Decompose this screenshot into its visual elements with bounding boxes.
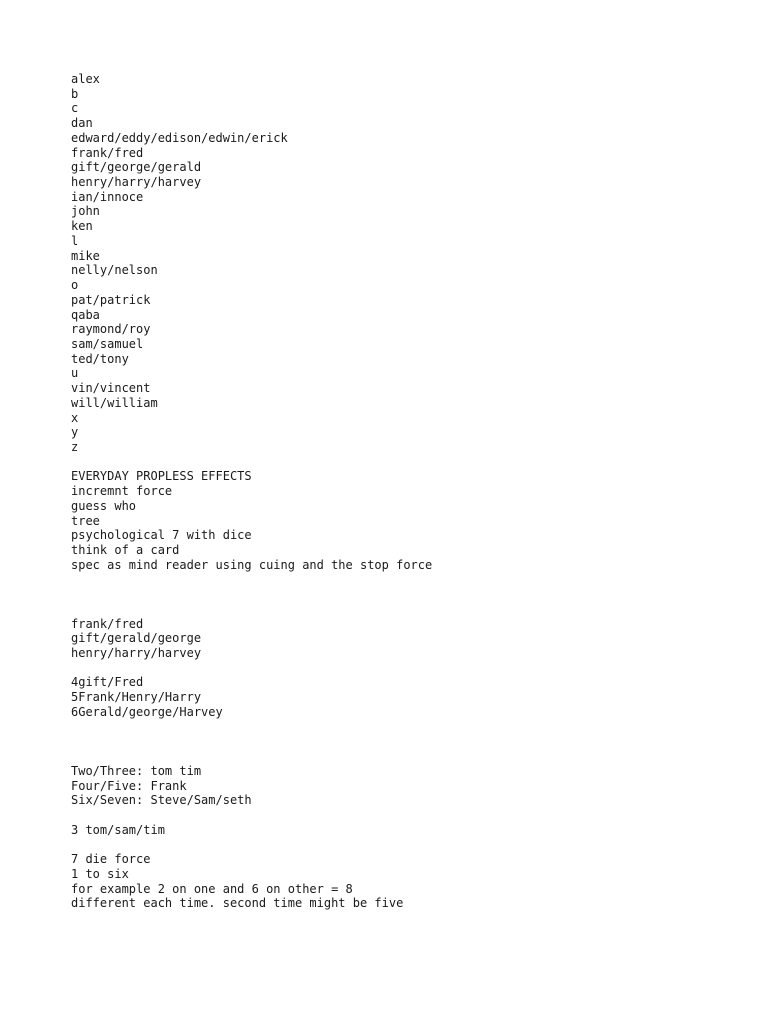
text-line: incremnt force <box>71 484 173 499</box>
text-line: u <box>71 366 79 381</box>
text-line: gift/gerald/george <box>71 631 202 646</box>
blank-line <box>71 661 751 676</box>
text-line: tree <box>71 513 100 528</box>
text-line: Two/Three: tom tim <box>71 763 202 778</box>
text-line: ted/tony <box>71 351 129 366</box>
text-line: think of a card <box>71 543 180 557</box>
text-line: 5Frank/Henry/Harry <box>71 690 202 705</box>
blank-line <box>71 602 751 617</box>
text-line: john <box>71 204 100 219</box>
text-line: will/william <box>71 395 158 410</box>
text-line: pat/patrick <box>71 292 151 307</box>
text-line: gift/george/gerald <box>71 160 202 175</box>
text-line: guess who <box>71 498 137 513</box>
text-line: Six/Seven: Steve/Sam/seth <box>71 793 252 808</box>
text-line: qaba <box>71 307 100 322</box>
blank-line <box>71 749 751 764</box>
blank-line <box>71 837 751 852</box>
text-line: o <box>71 278 79 293</box>
blank-line <box>71 720 751 735</box>
blank-line <box>71 455 751 470</box>
text-line: 7 die force <box>71 852 151 867</box>
text-line: l <box>71 233 79 248</box>
text-line: EVERYDAY PROPLESS EFFECTS <box>71 469 252 484</box>
blank-line <box>71 572 751 587</box>
text-line: alex <box>71 72 100 86</box>
text-line: ken <box>71 219 93 234</box>
text-line: dan <box>71 116 93 131</box>
text-line: henry/harry/harvey <box>71 646 202 661</box>
text-line: for example 2 on one and 6 on other = 8 <box>71 881 353 896</box>
text-line: sam/samuel <box>71 336 144 351</box>
text-line: z <box>71 439 79 454</box>
text-line: frank/fred <box>71 616 144 631</box>
blank-line <box>71 734 751 749</box>
text-line: mike <box>71 248 100 263</box>
document-page <box>71 72 751 911</box>
text-line: raymond/roy <box>71 322 151 337</box>
blank-line <box>71 587 751 602</box>
text-line: ian/innoce <box>71 189 144 204</box>
text-line: edward/eddy/edison/edwin/erick <box>71 130 288 145</box>
blank-line <box>71 808 751 823</box>
text-line: 4gift/Fred <box>71 675 144 690</box>
text-line: Four/Five: Frank <box>71 778 187 793</box>
text-line: 3 tom/sam/tim <box>71 822 165 837</box>
text-line: spec as mind reader using cuing and the stop force <box>71 557 433 572</box>
text-line: different each time. second time might be five <box>71 896 404 911</box>
text-line: psychological 7 with dice <box>71 528 252 543</box>
text-line: nelly/nelson <box>71 263 158 278</box>
text-line: vin/vincent <box>71 381 151 396</box>
text-line: 1 to six <box>71 866 129 881</box>
text-line: y <box>71 425 79 440</box>
text-line: 6Gerald/george/Harvey <box>71 704 223 719</box>
text-line: b <box>71 86 79 101</box>
text-line: x <box>71 410 79 425</box>
text-line: henry/harry/harvey <box>71 175 202 190</box>
text-line: c <box>71 101 79 116</box>
text-line: frank/fred <box>71 145 144 160</box>
